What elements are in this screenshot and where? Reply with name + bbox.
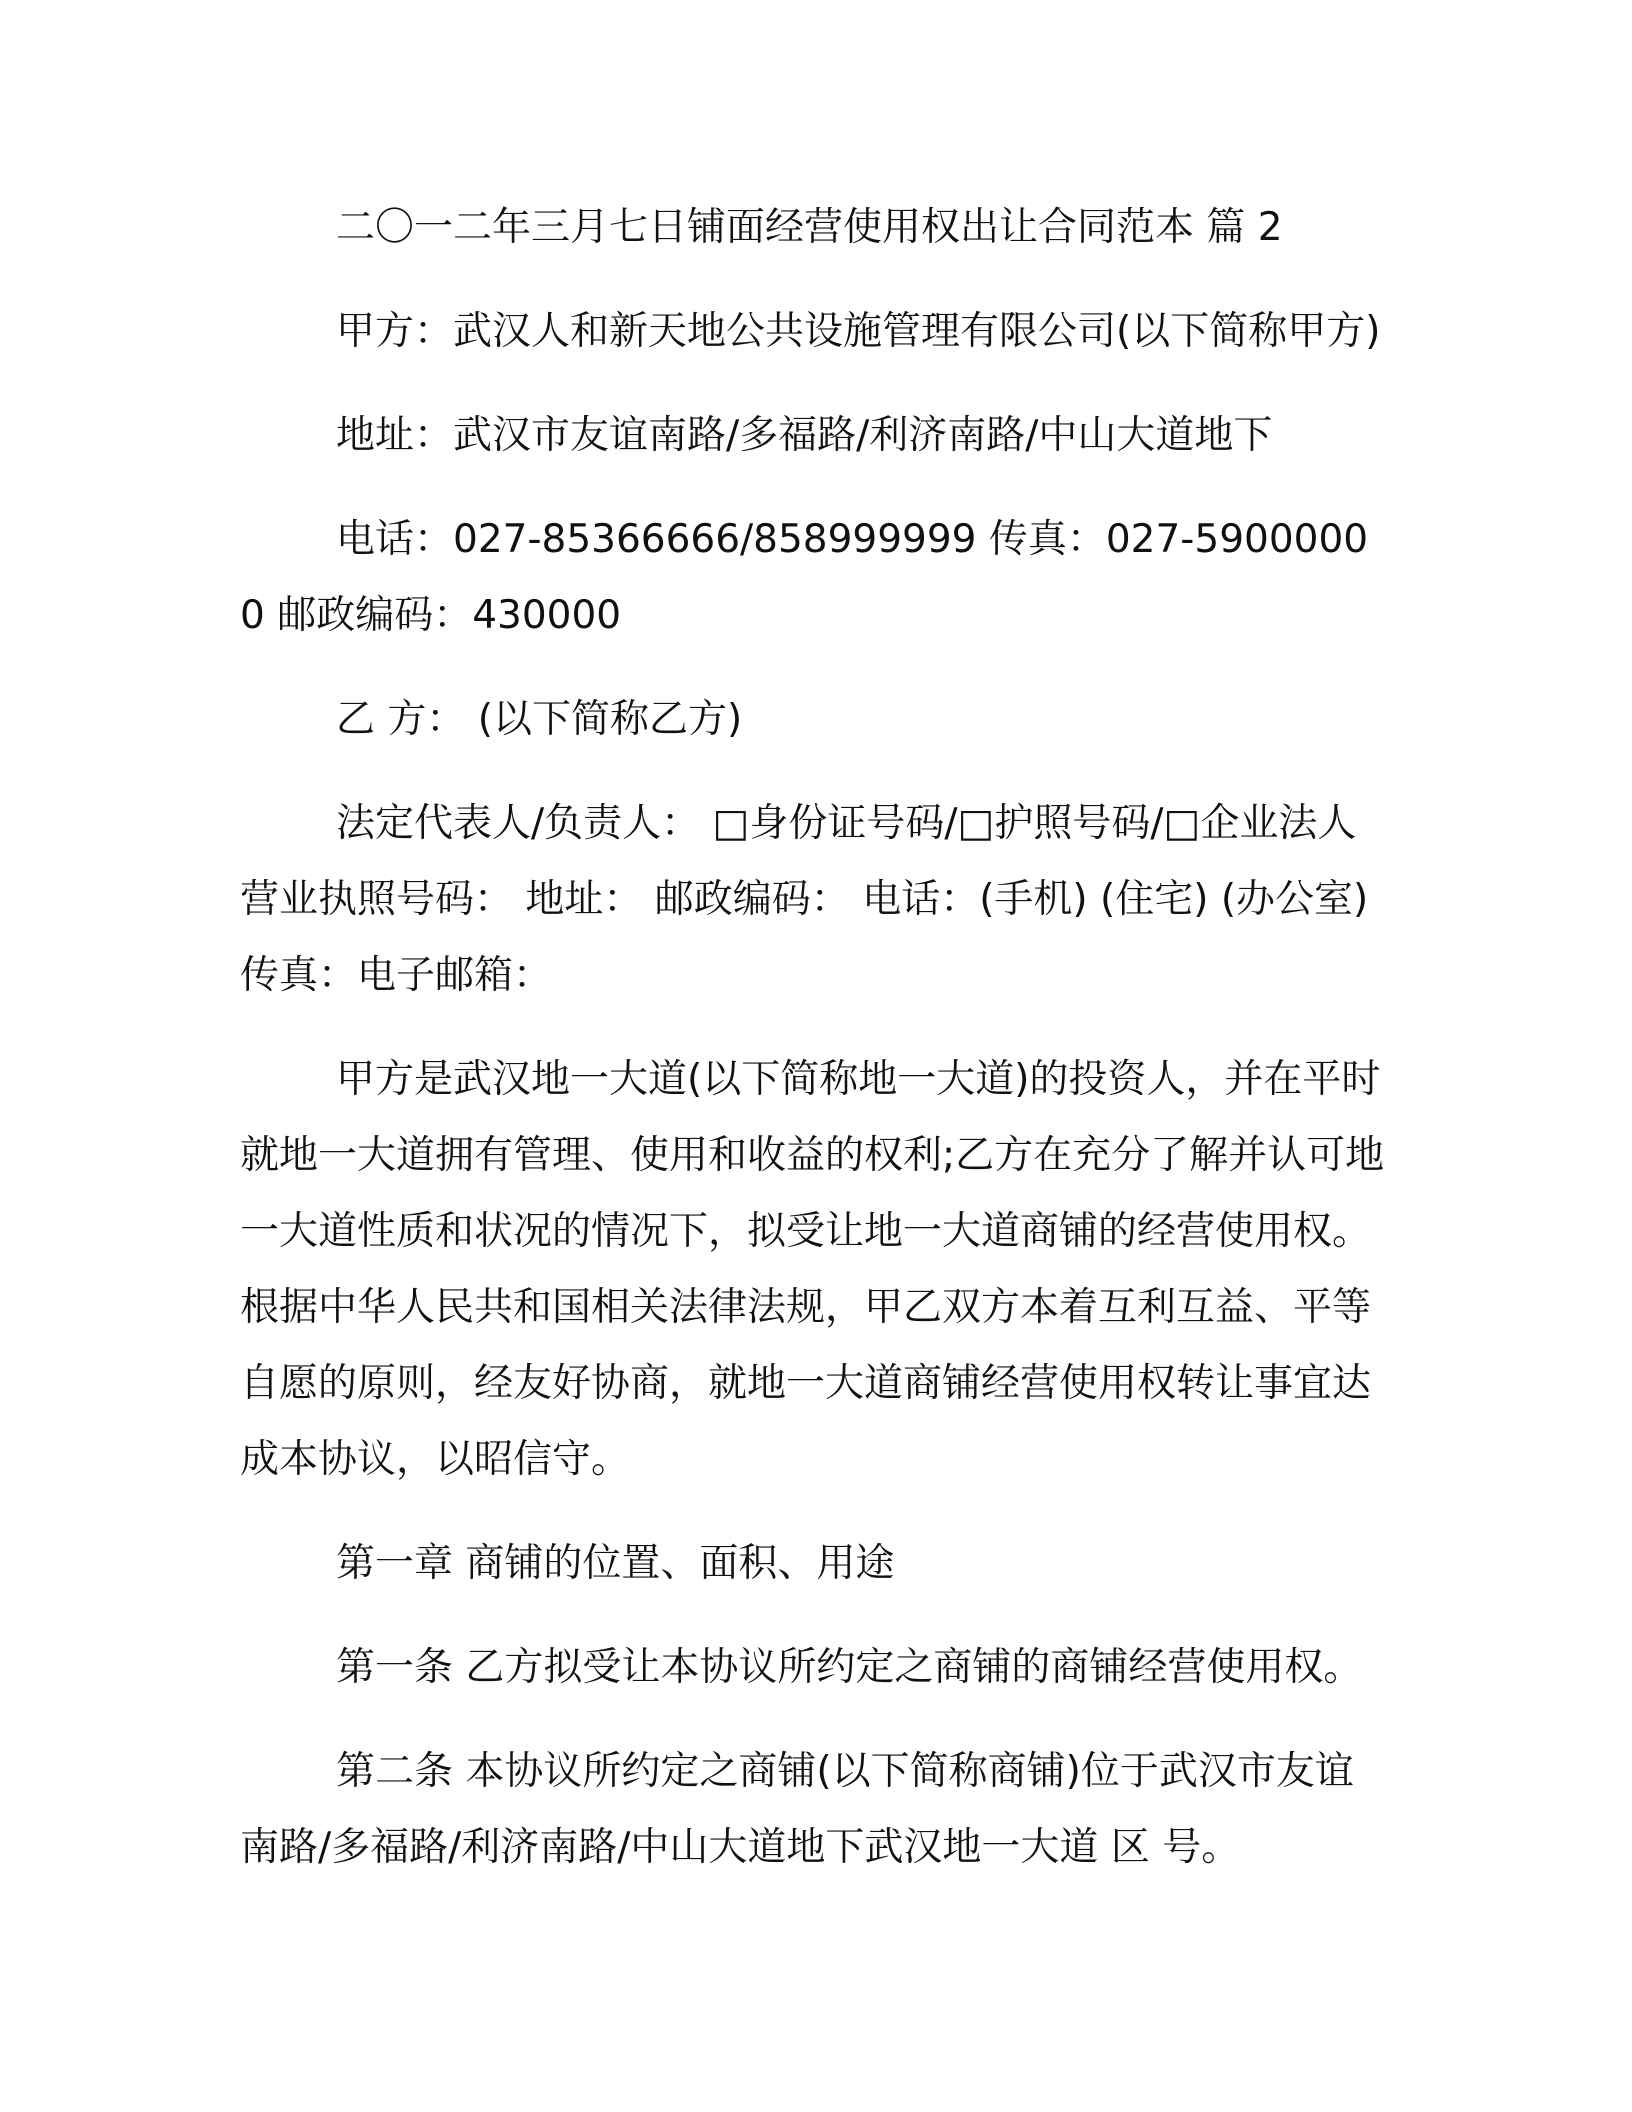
- party-a: 甲方：武汉人和新天地公共设施管理有限公司(以下简称甲方): [336, 309, 1381, 354]
- preamble: 甲方是武汉地一大道(以下简称地一大道)的投资人，并在平时就地一大道拥有管理、使用和收益的权利;乙方在充分了解并认可地一大道性质和状况的情况下，拟受让地一大道商铺的经营使用权。根据中华人民共和国相关法律法规，甲乙双方本着互利互益、平等自愿的原则，经友好协商，就地一大道商铺经营使用权转让事宜达成本协议，以昭信守。: [240, 1057, 1385, 1482]
- phone-a: 电话：027-85366666/858999999 传真：027-59000000 邮政编码：430000: [240, 517, 1369, 638]
- address-a: 地址：武汉市友谊南路/多福路/利济南路/中山大道地下: [336, 413, 1273, 458]
- article-1: 第一条 乙方拟受让本协议所约定之商铺的商铺经营使用权。: [336, 1645, 1363, 1690]
- document-page: [240, 190, 1390, 1914]
- article-2: 第二条 本协议所约定之商铺(以下简称商铺)位于武汉市友谊南路/多福路/利济南路/中山大道地下武汉地一大道 区 号。: [240, 1749, 1354, 1870]
- chapter-1-heading: 第一章 商铺的位置、面积、用途: [336, 1541, 895, 1586]
- party-b: 乙 方： (以下简称乙方): [336, 697, 743, 742]
- representative-b: 法定代表人/负责人： □身份证号码/□护照号码/□企业法人营业执照号码： 地址： 邮政编码： 电话：(手机) (住宅) (办公室) 传真：电子邮箱：: [240, 801, 1369, 998]
- document-title: 二〇一二年三月七日铺面经营使用权出让合同范本 篇 2: [336, 205, 1283, 250]
